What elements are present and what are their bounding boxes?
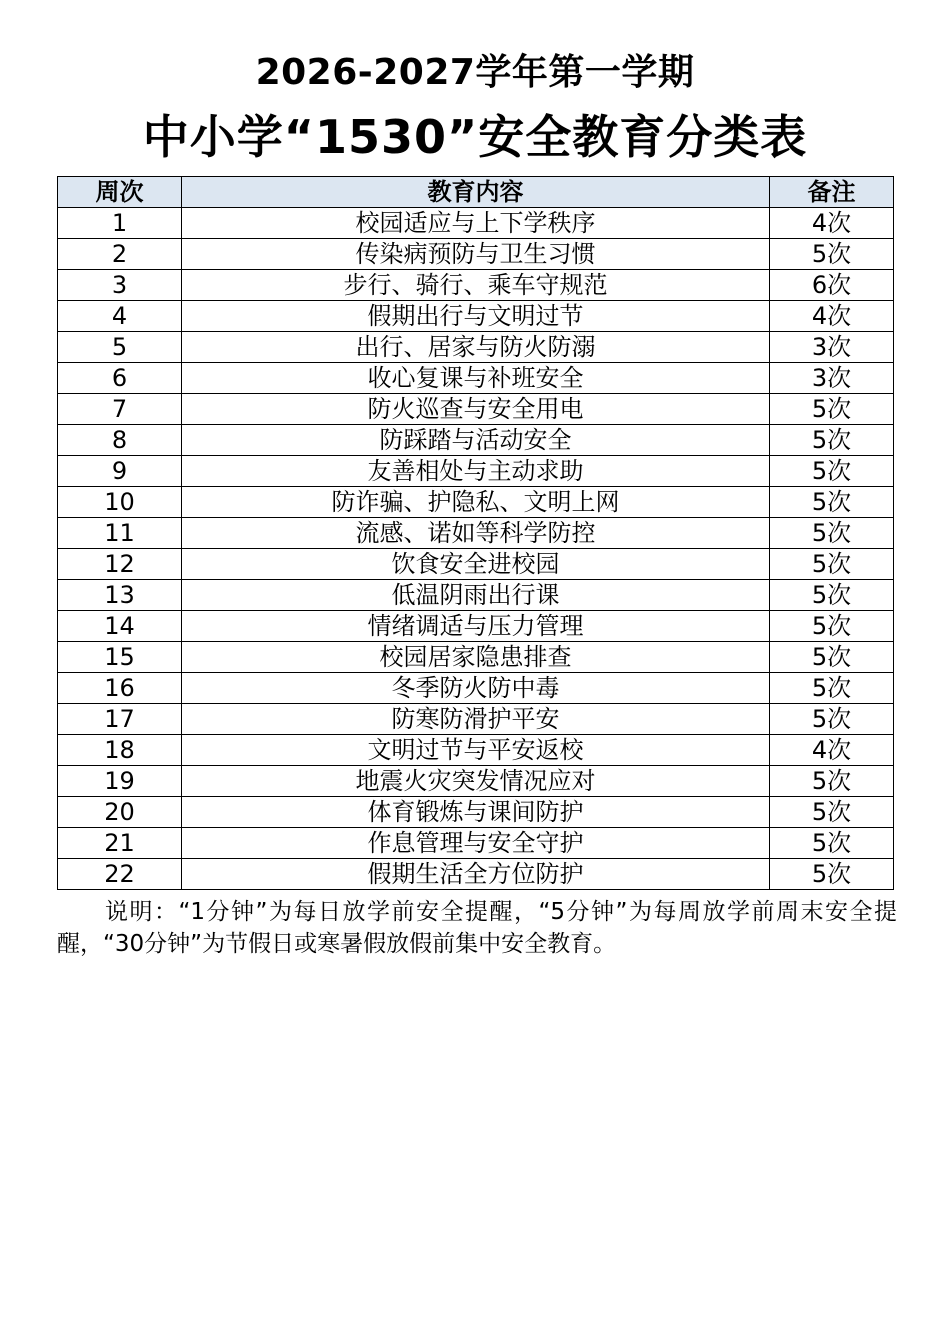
cell-note: 6次	[770, 270, 894, 301]
cell-content: 防火巡查与安全用电	[182, 394, 770, 425]
cell-note: 5次	[770, 456, 894, 487]
cell-week: 5	[58, 332, 182, 363]
table-row	[58, 518, 894, 549]
cell-week: 16	[58, 673, 182, 704]
cell-week: 1	[58, 208, 182, 239]
cell-week: 9	[58, 456, 182, 487]
cell-content: 流感、诺如等科学防控	[182, 518, 770, 549]
cell-week: 8	[58, 425, 182, 456]
cell-content: 防踩踏与活动安全	[182, 425, 770, 456]
cell-note: 5次	[770, 580, 894, 611]
cell-note: 5次	[770, 549, 894, 580]
table-row	[58, 859, 894, 890]
cell-week: 19	[58, 766, 182, 797]
cell-content: 饮食安全进校园	[182, 549, 770, 580]
table-row	[58, 456, 894, 487]
document-title-main: 中小学“1530”安全教育分类表	[142, 110, 808, 164]
cell-note: 5次	[770, 611, 894, 642]
cell-note: 5次	[770, 797, 894, 828]
cell-week: 20	[58, 797, 182, 828]
cell-note: 4次	[770, 735, 894, 766]
safety-education-table	[57, 176, 894, 890]
cell-content: 防寒防滑护平安	[182, 704, 770, 735]
cell-note: 4次	[770, 208, 894, 239]
cell-week: 17	[58, 704, 182, 735]
table-header-row	[58, 177, 894, 208]
cell-week: 12	[58, 549, 182, 580]
table-row	[58, 642, 894, 673]
cell-content: 传染病预防与卫生习惯	[182, 239, 770, 270]
cell-week: 3	[58, 270, 182, 301]
header-week: 周次	[58, 177, 182, 208]
table-row	[58, 487, 894, 518]
cell-week: 21	[58, 828, 182, 859]
cell-content: 校园居家隐患排查	[182, 642, 770, 673]
cell-content: 冬季防火防中毒	[182, 673, 770, 704]
cell-content: 校园适应与上下学秩序	[182, 208, 770, 239]
cell-note: 3次	[770, 363, 894, 394]
cell-content: 低温阴雨出行课	[182, 580, 770, 611]
cell-content: 防诈骗、护隐私、文明上网	[182, 487, 770, 518]
cell-content: 步行、骑行、乘车守规范	[182, 270, 770, 301]
table-row	[58, 239, 894, 270]
cell-week: 7	[58, 394, 182, 425]
document-title-term: 2026-2027学年第一学期	[255, 52, 695, 93]
table-row	[58, 301, 894, 332]
header-content: 教育内容	[182, 177, 770, 208]
cell-note: 5次	[770, 859, 894, 890]
cell-content: 收心复课与补班安全	[182, 363, 770, 394]
cell-note: 5次	[770, 673, 894, 704]
explanation-note: 说明：“1分钟”为每日放学前安全提醒，“5分钟”为每周放学前周末安全提醒，“30分钟”为节假日或寒暑假放假前集中安全教育。	[57, 899, 897, 957]
cell-note: 5次	[770, 704, 894, 735]
cell-note: 5次	[770, 394, 894, 425]
cell-content: 情绪调适与压力管理	[182, 611, 770, 642]
cell-week: 6	[58, 363, 182, 394]
table-row	[58, 735, 894, 766]
table-row	[58, 611, 894, 642]
table-row	[58, 580, 894, 611]
cell-content: 友善相处与主动求助	[182, 456, 770, 487]
table-body	[58, 208, 894, 890]
table-row	[58, 766, 894, 797]
table-row	[58, 828, 894, 859]
table-row	[58, 704, 894, 735]
cell-note: 5次	[770, 642, 894, 673]
table-row	[58, 549, 894, 580]
table-row	[58, 797, 894, 828]
cell-note: 4次	[770, 301, 894, 332]
table-row	[58, 394, 894, 425]
cell-week: 4	[58, 301, 182, 332]
cell-week: 11	[58, 518, 182, 549]
cell-content: 假期生活全方位防护	[182, 859, 770, 890]
table-row	[58, 425, 894, 456]
table-row	[58, 208, 894, 239]
cell-note: 5次	[770, 828, 894, 859]
cell-week: 15	[58, 642, 182, 673]
cell-content: 文明过节与平安返校	[182, 735, 770, 766]
cell-content: 体育锻炼与课间防护	[182, 797, 770, 828]
table-row	[58, 363, 894, 394]
cell-week: 13	[58, 580, 182, 611]
table-row	[58, 332, 894, 363]
cell-week: 18	[58, 735, 182, 766]
cell-note: 3次	[770, 332, 894, 363]
cell-week: 2	[58, 239, 182, 270]
cell-note: 5次	[770, 766, 894, 797]
cell-content: 假期出行与文明过节	[182, 301, 770, 332]
cell-note: 5次	[770, 487, 894, 518]
cell-content: 作息管理与安全守护	[182, 828, 770, 859]
header-note: 备注	[770, 177, 894, 208]
cell-note: 5次	[770, 425, 894, 456]
cell-note: 5次	[770, 518, 894, 549]
cell-content: 地震火灾突发情况应对	[182, 766, 770, 797]
cell-content: 出行、居家与防火防溺	[182, 332, 770, 363]
table-row	[58, 673, 894, 704]
cell-note: 5次	[770, 239, 894, 270]
cell-week: 14	[58, 611, 182, 642]
cell-week: 22	[58, 859, 182, 890]
cell-week: 10	[58, 487, 182, 518]
table-row	[58, 270, 894, 301]
